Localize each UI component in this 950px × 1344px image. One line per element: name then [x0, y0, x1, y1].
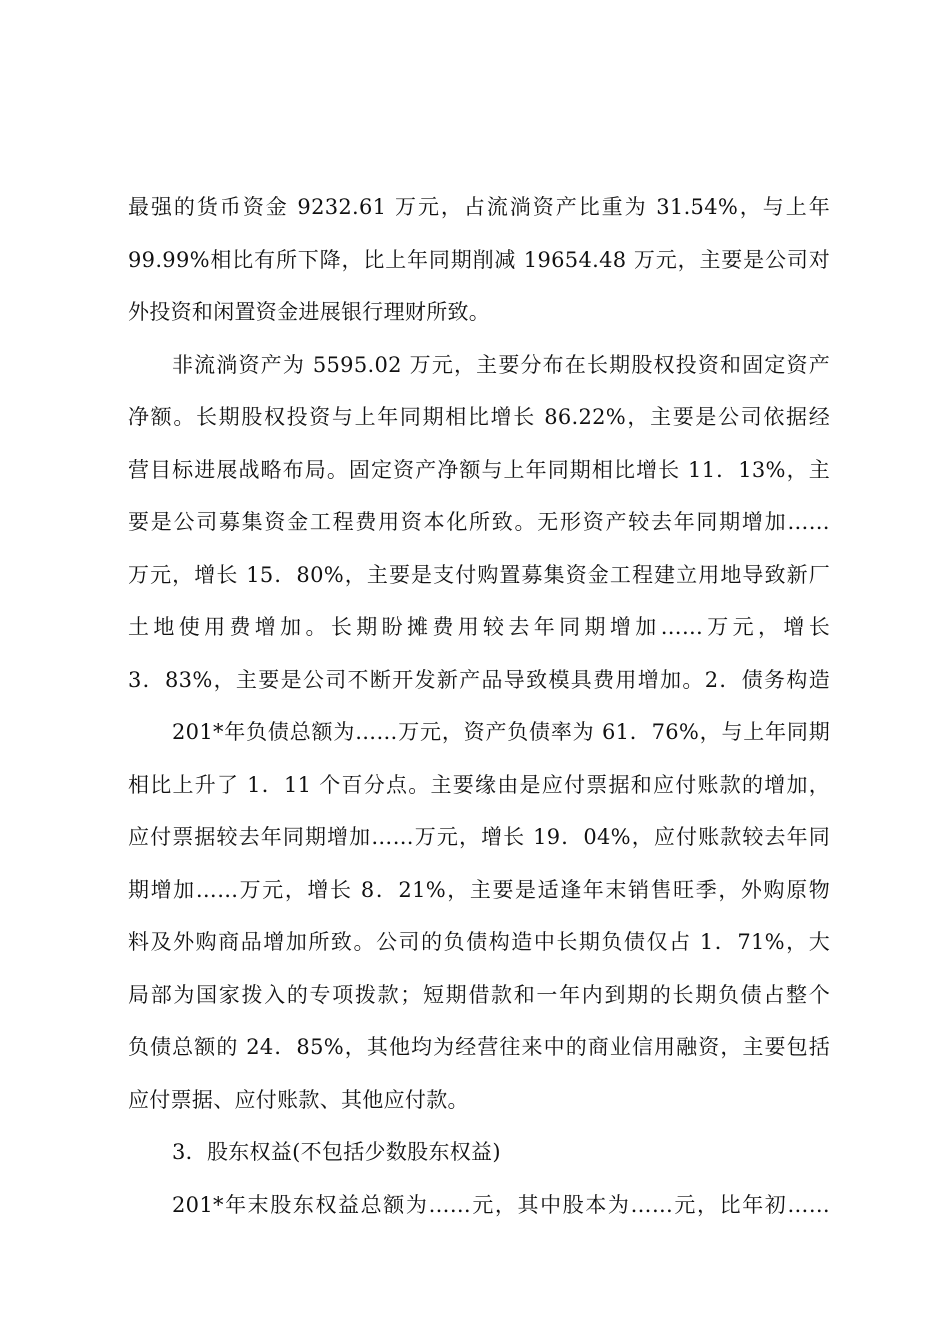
text-line: 99.99%相比有所下降，比上年同期削减 19654.48 万元，主要是公司对	[128, 247, 830, 272]
text-line: 土地使用费增加。长期盼摊费用较去年同期增加……万元，增长	[128, 615, 830, 639]
text-line: 应付票据较去年同期增加……万元，增长 19．04%，应付账款较去年同	[128, 825, 830, 849]
text-line: 期增加……万元，增长 8．21%，主要是适逢年末销售旺季，外购原物	[128, 877, 830, 902]
text-line: 营目标进展战略布局。固定资产净额与上年同期相比增长 11．13%，主	[128, 457, 830, 482]
section-heading: 3．股东权益(不包括少数股东权益)	[172, 1140, 501, 1164]
text-line: 负债总额的 24．85%，其他均为经营往来中的商业信用融资，主要包括	[128, 1035, 830, 1059]
text-line: 外投资和闲置资金进展银行理财所致。	[128, 300, 491, 324]
body-text	[128, 181, 830, 1231]
text-line: 非流淌资产为 5595.02 万元，主要分布在长期股权投资和固定资产	[172, 352, 830, 377]
text-line: 料及外购商品增加所致。公司的负债构造中长期负债仅占 1．71%，大	[128, 930, 830, 954]
text-line: 万元，增长 15．80%，主要是支付购置募集资金工程建立用地导致新厂	[128, 562, 830, 587]
text-line: 201*年末股东权益总额为……元，其中股本为……元，比年初……	[172, 1192, 830, 1217]
text-line: 局部为国家拨入的专项拨款；短期借款和一年内到期的长期负债占整个	[128, 982, 830, 1007]
text-line: 3．83%，主要是公司不断开发新产品导致模具费用增加。2．债务构造	[128, 667, 830, 692]
text-line: 应付票据、应付账款、其他应付款。	[128, 1087, 469, 1112]
text-line: 净额。长期股权投资与上年同期相比增长 86.22%，主要是公司依据经	[128, 405, 830, 429]
text-line: 201*年负债总额为……万元，资产负债率为 61．76%，与上年同期	[172, 720, 830, 744]
text-line: 最强的货币资金 9232.61 万元，占流淌资产比重为 31.54%，与上年	[128, 195, 830, 219]
text-line: 要是公司募集资金工程费用资本化所致。无形资产较去年同期增加……	[128, 510, 830, 534]
text-line: 相比上升了 1．11 个百分点。主要缘由是应付票据和应付账款的增加，	[128, 772, 830, 797]
